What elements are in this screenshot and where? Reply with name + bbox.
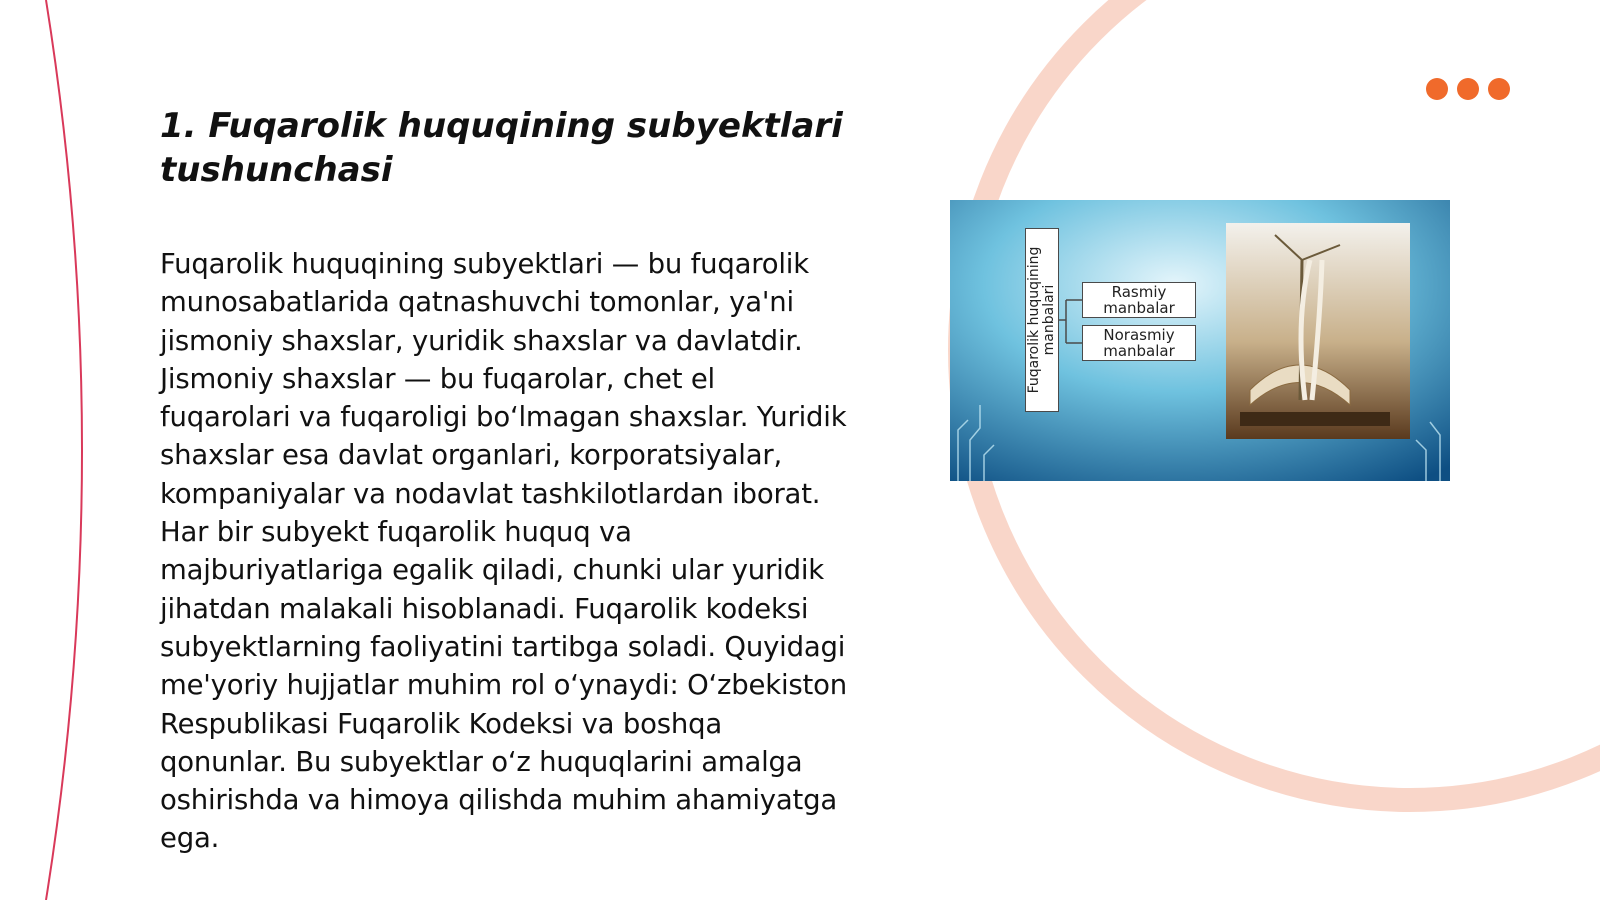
slide-body-text: Fuqarolik huquqining subyektlari — bu fuqarolik munosabatlarida qatnashuvchi tomonlar, ya'ni jismoniy shaxslar, yuridik shaxslar va davlatdir. Jismoniy shaxslar — bu fuqarolar, chet el fuqarolari va fuqaroligi bo‘lmagan shaxslar. Yuridik shaxslar esa davlat organlari, korporatsiyalar, kompaniyalar va nodavlat tashkilotlardan iborat. Har bir subyekt fuqarolik huquq va majburiyatlariga egalik qiladi, chunki ular yuridik jihatdan malakali hisoblanadi. Fuqarolik kodeksi subyektlarning faoliyatini tartibga soladi. Quyidagi me'yoriy hujjatlar muhim rol o‘ynaydi: O‘zbekiston Respublikasi Fuqarolik Kodeksi va boshqa qonunlar. Bu subyektlar o‘z huquqlarini amalga oshirishda va himoya qilishda muhim ahamiyatga ega. xyxy=(160,248,847,855)
diagram-root-box xyxy=(1025,228,1059,412)
diagram-branch-1-label: Rasmiy manbalar xyxy=(1103,283,1175,317)
dot-icon xyxy=(1488,78,1510,100)
diagram-root-label: Fuqarolik huquqining manbalari xyxy=(1026,246,1057,394)
diagram-branch-2-label: Norasmiy manbalar xyxy=(1103,326,1175,360)
diagram-branch-1-box xyxy=(1082,282,1196,318)
dot-icon xyxy=(1457,78,1479,100)
diagram-branch-2-box xyxy=(1082,325,1196,361)
illustration-picture xyxy=(950,200,1450,481)
dot-icon xyxy=(1426,78,1448,100)
three-dots-icon xyxy=(1426,78,1510,102)
left-accent-line xyxy=(46,0,82,900)
book-and-scales-icon xyxy=(1226,223,1410,439)
slide-title: 1. Fuqarolik huquqining subyektlari tushunchasi xyxy=(160,106,843,190)
